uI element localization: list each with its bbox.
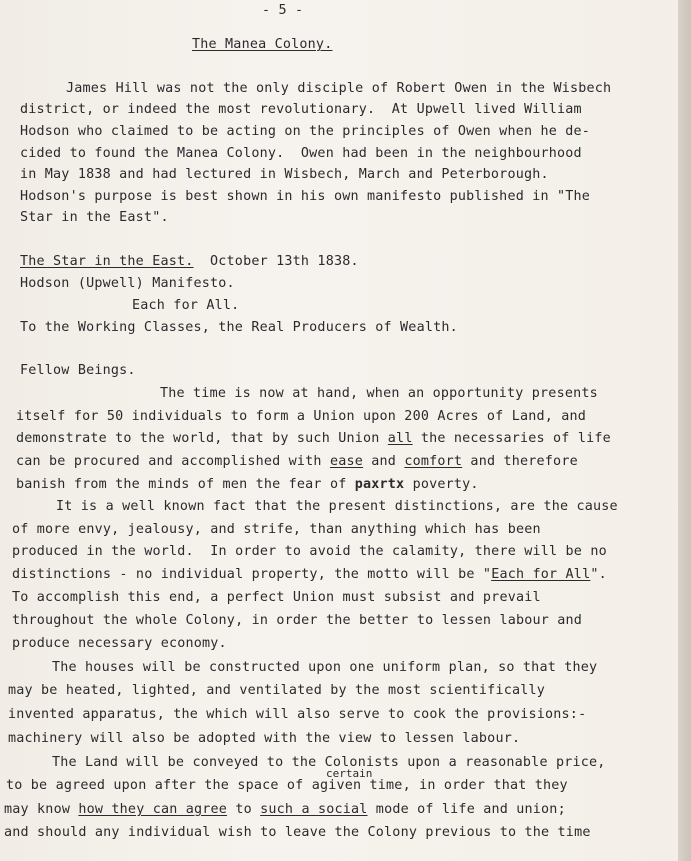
intro-line-6: Hodson's purpose is best shown in his own manifesto published in "The bbox=[20, 189, 591, 204]
body-line: throughout the whole Colony, in order the better to lessen labour and bbox=[12, 613, 583, 628]
underlined-motto: Each for All bbox=[491, 567, 591, 582]
intro-line-7: Star in the East". bbox=[20, 210, 169, 225]
underlined-word: all bbox=[387, 431, 413, 446]
newspaper-heading bbox=[20, 254, 359, 270]
underlined-word: comfort bbox=[404, 454, 463, 469]
handwritten-insertion: certain bbox=[326, 767, 373, 780]
body-line: and should any individual wish to leave the Colony previous to the time bbox=[4, 825, 591, 840]
page-number: - 5 - bbox=[262, 3, 304, 18]
salutation: Fellow Beings. bbox=[20, 363, 136, 378]
page-edge bbox=[678, 0, 691, 861]
body-line: can be procured and accomplished with ease and comfort and therefore bbox=[16, 454, 578, 469]
intro-line-1: James Hill was not the only disciple of Robert Owen in the Wisbech bbox=[66, 81, 612, 96]
intro-line-3: Hodson who claimed to be acting on the principles of Owen when he de- bbox=[20, 124, 591, 139]
body-line: It is a well known fact that the present distinctions, are the cause bbox=[56, 499, 618, 514]
body-line: may be heated, lighted, and ventilated by the most scientifically bbox=[8, 683, 546, 698]
intro-line-2: district, or indeed the most revolutionary. At Upwell lived William bbox=[20, 102, 582, 117]
underlined-phrase: such a social bbox=[260, 802, 368, 817]
newspaper-name: The Star in the East. bbox=[20, 254, 194, 269]
intro-line-4: cided to found the Manea Colony. Owen had been in the neighbourhood bbox=[20, 146, 582, 161]
body-line: may know how they can agree to such a social mode of life and union; bbox=[4, 802, 566, 817]
address-line: To the Working Classes, the Real Producers of Wealth. bbox=[20, 320, 458, 335]
struck-out-word: paxrtx bbox=[354, 477, 405, 492]
body-line: demonstrate to the world, that by such Union all the necessaries of life bbox=[16, 431, 611, 446]
newspaper-date: October 13th 1838. bbox=[193, 254, 359, 269]
body-line: produce necessary economy. bbox=[12, 636, 227, 651]
manifesto-line: Hodson (Upwell) Manifesto. bbox=[20, 276, 235, 291]
underlined-phrase: how they can agree bbox=[78, 802, 228, 817]
body-line: machinery will also be adopted with the view to lessen labour. bbox=[8, 731, 521, 746]
body-line: distinctions - no individual property, the motto will be "Each for All". bbox=[12, 567, 607, 582]
body-line: The houses will be constructed upon one uniform plan, so that they bbox=[52, 660, 598, 675]
body-line: To accomplish this end, a perfect Union must subsist and prevail bbox=[12, 590, 541, 605]
body-line: to be agreed upon after the space of agiven time, in order that they bbox=[6, 778, 568, 793]
underlined-word: ease bbox=[329, 454, 364, 469]
motto-line: Each for All. bbox=[132, 298, 240, 313]
body-line: The Land will be conveyed to the Colonists upon a reasonable price, bbox=[52, 755, 606, 770]
body-line: itself for 50 individuals to form a Union upon 200 Acres of Land, and bbox=[16, 409, 587, 424]
body-line: banish from the minds of men the fear of paxrtx poverty. bbox=[16, 477, 479, 492]
body-line: invented apparatus, the which will also serve to cook the provisions:- bbox=[8, 707, 587, 722]
body-line: of more envy, jealousy, and strife, than anything which has been bbox=[12, 522, 541, 537]
document-title: The Manea Colony. bbox=[192, 37, 333, 52]
body-line: The time is now at hand, when an opportunity presents bbox=[160, 386, 598, 401]
intro-line-5: in May 1838 and had lectured in Wisbech, March and Peterborough. bbox=[20, 167, 549, 182]
body-line: produced in the world. In order to avoid the calamity, there will be no bbox=[12, 544, 607, 559]
